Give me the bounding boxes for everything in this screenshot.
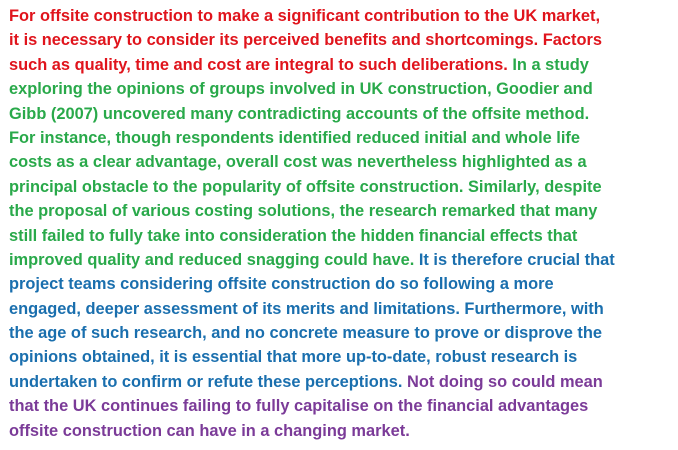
- text-line: [9, 272, 672, 296]
- text-line: [9, 419, 672, 443]
- text-segment-green: In a study: [507, 55, 589, 74]
- text-line: [9, 53, 672, 77]
- text-segment-green: costs as a clear advantage, overall cost was nevertheless highlighted as a: [9, 153, 587, 172]
- text-segment-green: Gibb (2007) uncovered many contradicting accounts of the offsite method.: [9, 104, 590, 123]
- text-line: [9, 394, 672, 418]
- text-segment-green: the proposal of various costing solutions, the research remarked that many: [9, 202, 598, 221]
- paragraph: [9, 4, 672, 443]
- text-segment-blue: opinions obtained, it is essential that more up-to-date, robust research is: [9, 348, 578, 367]
- text-segment-blue: the age of such research, and no concrete measure to prove or disprove the: [9, 324, 602, 343]
- text-segment-blue: It is therefore crucial that: [414, 250, 615, 269]
- text-segment-blue: project teams considering offsite construction do so following a more: [9, 275, 554, 294]
- text-segment-red: such as quality, time and cost are integral to such deliberations.: [9, 55, 508, 74]
- text-segment-red: For offsite construction to make a significant contribution to the UK market,: [9, 7, 601, 25]
- text-line: [9, 321, 672, 345]
- text-segment-purple: offsite construction can have in a changing market.: [9, 421, 410, 440]
- text-segment-purple: that the UK continues failing to fully capitalise on the financial advantages: [9, 397, 589, 416]
- text-segment-blue: undertaken to confirm or refute these perceptions.: [9, 372, 403, 391]
- text-line: [9, 175, 672, 199]
- text-segment-red: it is necessary to consider its perceived benefits and shortcomings. Factors: [9, 31, 602, 50]
- text-line: [9, 102, 672, 126]
- text-segment-green: still failed to fully take into consideration the hidden financial effects that: [9, 226, 578, 245]
- text-line: [9, 4, 672, 28]
- text-line: [9, 150, 672, 174]
- text-line: [9, 126, 672, 150]
- text-segment-blue: engaged, deeper assessment of its merits and limitations. Furthermore, with: [9, 299, 604, 318]
- text-segment-green: exploring the opinions of groups involved in UK construction, Goodier and: [9, 80, 593, 99]
- text-line: [9, 224, 672, 248]
- text-line: [9, 77, 672, 101]
- text-segment-green: improved quality and reduced snagging could have.: [9, 250, 415, 269]
- text-segment-green: For instance, though respondents identified reduced initial and whole life: [9, 128, 580, 147]
- text-line: [9, 28, 672, 52]
- text-line: [9, 345, 672, 369]
- text-line: [9, 248, 672, 272]
- text-line: [9, 370, 672, 394]
- text-line: [9, 199, 672, 223]
- text-line: [9, 297, 672, 321]
- text-segment-green: principal obstacle to the popularity of offsite construction. Similarly, despite: [9, 177, 602, 196]
- text-segment-purple: Not doing so could mean: [402, 372, 603, 391]
